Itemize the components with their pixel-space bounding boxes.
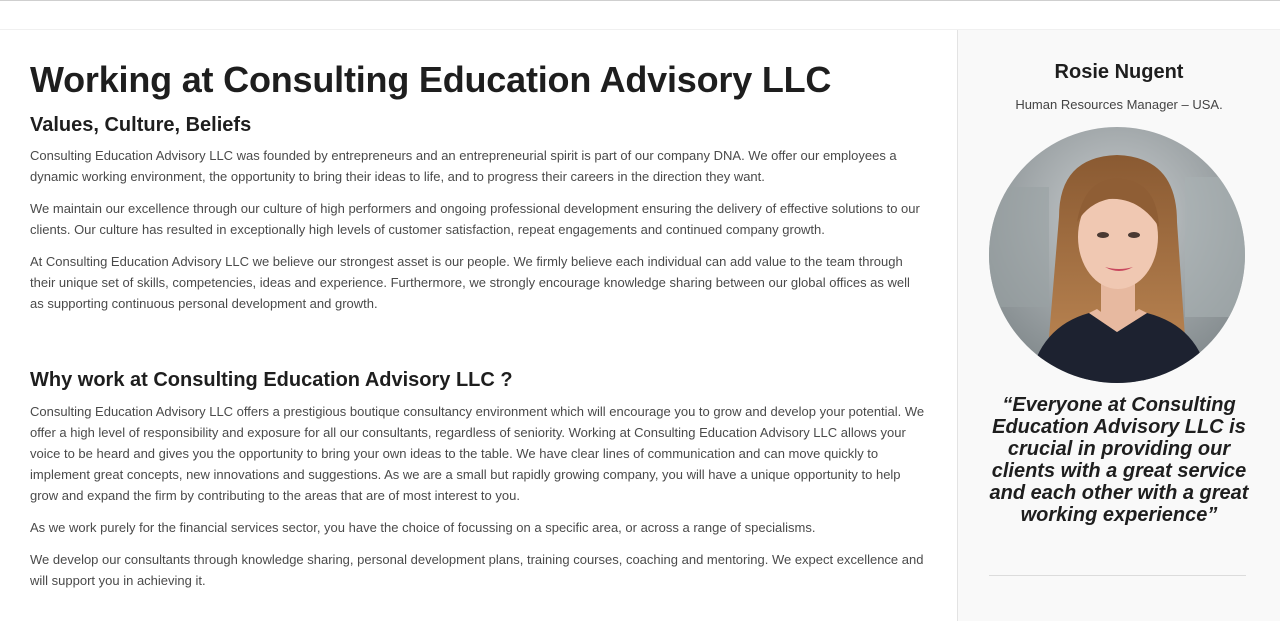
values-paragraph-3: At Consulting Education Advisory LLC we believe our strongest asset is our people. We firmly believe each individual can add value to the team through their unique set of skills, competencies, ideas and experience. Furthermore, we strongly encourage knowledge sharing between our global offices as well as supporting continuous personal development and growth.: [30, 254, 910, 311]
page-title: Working at Consulting Education Advisory LLC: [30, 59, 832, 100]
section-heading-why-work: Why work at Consulting Education Advisory LLC ?: [30, 369, 513, 391]
values-paragraph-1: Consulting Education Advisory LLC was founded by entrepreneurs and an entrepreneurial spirit is part of our company DNA. We offer our employees a dynamic working environment, the opportunity to bring their ideas to life, and to progress their careers in the direction they want.: [30, 148, 897, 184]
section-heading-values: Values, Culture, Beliefs: [30, 114, 252, 136]
why-paragraph-3: We develop our consultants through knowledge sharing, personal development plans, training courses, coaching and mentoring. We expect excellence and will support you in achieving it.: [30, 552, 924, 588]
main-content: [30, 58, 925, 602]
testimonial-sidebar: [957, 30, 1280, 621]
avatar: [989, 127, 1245, 383]
testimonial-quote: “Everyone at Consulting Education Advisory LLC is crucial in providing our clients with a great service and each other with a great working experience”: [989, 394, 1249, 526]
sidebar-divider: [989, 575, 1246, 576]
why-paragraph-2: As we work purely for the financial services sector, you have the choice of focussing on a specific area, or across a range of specialisms.: [30, 520, 816, 535]
person-role: Human Resources Manager – USA.: [1015, 97, 1223, 112]
person-photo: [989, 127, 1245, 383]
person-name: Rosie Nugent: [1054, 61, 1184, 83]
values-paragraph-2: We maintain our excellence through our culture of high performers and ongoing professional development ensuring the delivery of effective solutions to our clients. Our culture has resulted in exceptionally high levels of customer satisfaction, repeat engagements and continued company growth.: [30, 201, 920, 237]
why-paragraph-1: Consulting Education Advisory LLC offers a prestigious boutique consultancy environment which will encourage you to grow and develop your potential. We offer a high level of responsibility and exposure for all our consultants, regardless of seniority. Working at Consulting Education Advisory LLC allows your voice to be heard and gives you the opportunity to bring your own ideas to the table. We have clear lines of communication and can move quickly to implement great concepts, new innovations and suggestions. As we are a small but rapidly growing company, you will have a unique opportunity to help grow and expand the firm by contributing to the areas that are of most interest to you.: [30, 404, 925, 503]
top-bar: [0, 0, 1280, 30]
